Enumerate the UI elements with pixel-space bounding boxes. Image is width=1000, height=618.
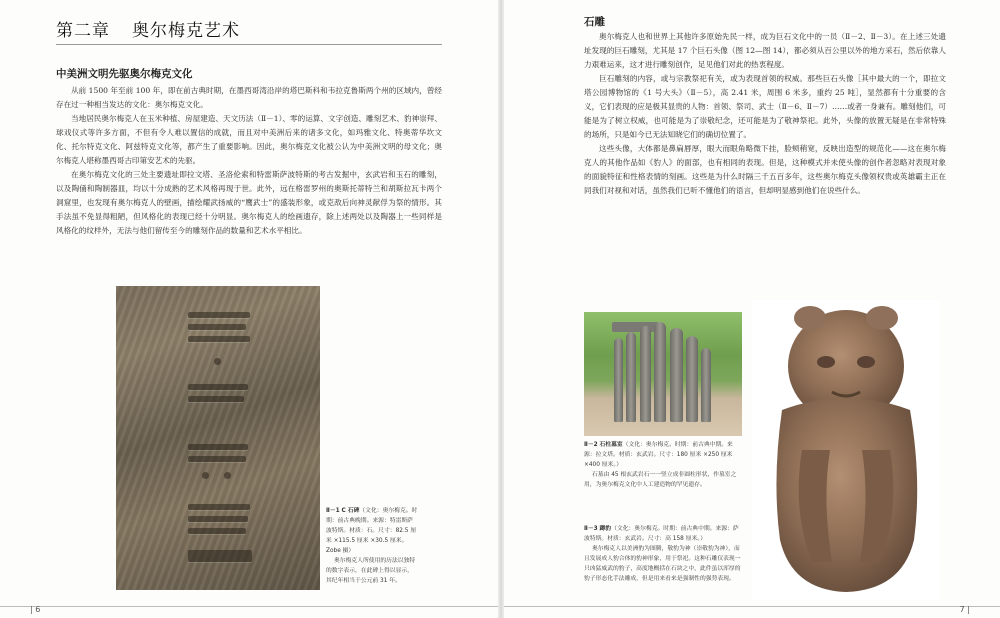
figure-title: C 石碑: [341, 508, 360, 514]
section-heading: 石雕: [584, 16, 605, 28]
page-number: | 6: [30, 605, 41, 614]
chapter-name: 奥尔梅克艺术: [132, 21, 240, 41]
footer-rule: [0, 606, 498, 607]
tomb-photo: [584, 312, 742, 436]
chapter-number: 第二章: [56, 21, 110, 41]
tomb-lintel: [612, 322, 658, 332]
figure-note: 石墓由 45 根玄武岩石一一竖立成非圆柱形状，作墓室之用，为奥尔梅克文化中人工建造物的罕见遗存。: [584, 472, 737, 488]
crouching-jaguar-photo: [752, 300, 940, 600]
paragraph: 奥尔梅克人也和世界上其他许多原始先民一样，成为巨石文化中的一员（Ⅱ－2、Ⅱ－3）。在上述三处遗址发现的巨石雕刻，尤其是 17 个巨石头像（图 12—图 14），都必须从百公里以外的地方采石，然后依靠人力艰难运来，这才进行雕刻创作，足见他们对此的热衷程度。: [584, 32, 946, 69]
figure1-caption: [326, 506, 418, 586]
left-body-text: [56, 84, 442, 238]
page-number: 7 |: [959, 605, 970, 614]
figure-id: Ⅱ－2: [584, 442, 598, 448]
figure-meta: （文化：奥尔梅克。时期：前古典晚期。来源：特雷斯萨波特斯。材质：石。尺寸：82.5 厘米 ×115.5 厘米 ×30.5 厘米。Zobe 摄）: [326, 508, 418, 554]
figure-note: 奥尔梅克人所使用的历法以独特的数字表示，在此碑上得以显示，其纪年相当于公元前 31 年。: [326, 558, 416, 584]
figure-title: 石柱墓室: [599, 442, 623, 448]
figure-id: Ⅱ－3: [584, 526, 598, 532]
paragraph: 在奥尔梅克文化的三处主要遗址即拉文塔、圣洛伦索和特雷斯萨波特斯的考古发掘中，玄武岩和玉石的雕刻，以及陶俑和陶制器皿，均以十分成熟的艺术风格再现于世。此外，远在格雷罗州的奥斯托蒂特兰和胡斯拉瓦卡两个洞窟里，也发现有奥尔梅克人的壁画，描绘耀武扬威的“鹰武士”的盛装形象，或克敌后向神灵献俘为祭的情形。其手法虽不免显得粗陋，但风格化的表现已经十分明显。奥尔梅克人的绘画遗存，除上述两处以及陶器上一些同样是风格化的纹样外，无法与他们留传至今的雕刻作品的数量和艺术水平相比。: [56, 170, 442, 235]
paragraph: 当地居民奥尔梅克人在玉米种植、房屋建造、天文历法（Ⅱ－1）、零的运算、文字创造、雕刻艺术、豹神崇拜、球戏仪式等许多方面，不但有令人难以置信的成就，而且对中美洲后来的诸多文化，如玛雅文化、特奥蒂华坎文化、托尔特克文化、阿兹特克文化等，都产生了重要影响。因此，奥尔梅克文化被公认为中美洲文明的母文化；奥尔梅克人堪称墨西哥古印第安艺术的先驱。: [56, 114, 442, 165]
chapter-title: [56, 16, 240, 41]
figure-meta: （文化：奥尔梅克。时期：前古典中期。来源：萨波特斯。材质：玄武岩。尺寸：高 158 厘米。）: [584, 526, 739, 542]
section-heading: 中美洲文明先驱奥尔梅克文化: [56, 68, 193, 80]
figure-title: 蹲豹: [599, 526, 612, 532]
figure3-caption: [584, 524, 742, 584]
figure-meta: （文化：奥尔梅克。时期：前古典中期。来源：拉文塔。材质：玄武岩。尺寸：180 厘米 ×250 厘米 ×400 厘米。）: [584, 442, 733, 468]
stela-photo: [116, 286, 320, 590]
figure-id: Ⅱ－1: [326, 508, 340, 514]
book-gutter: [498, 0, 504, 618]
footer-rule: [504, 606, 1000, 607]
figure2-caption: [584, 440, 742, 490]
paragraph: 从前 1500 年至前 100 年，即在前古典时期，在墨西哥湾沿岸的塔巴斯科和韦拉克鲁斯两个州的区域内，曾经存在过一种相当发达的文化：奥尔梅克文化。: [56, 86, 442, 109]
chapter-rule: [56, 44, 442, 45]
calendar-glyphs: [188, 294, 258, 564]
paragraph: 这些头像，大体都是鼻扁唇厚，眼大而眼角略微下挂，脸颊稍宽，反映出造型的规范化——这在奥尔梅克人的其他作品如《豹人》的面部，也有相同的表现。但是，这种模式并未使头像的创作者忽略对表现对象的面貌特征和性格表情的刻画。这些是为什么时隔三千五百多年，这些奥尔梅克头像领权贵或英雄霸主正在同我们对视和对话，虽然我们已听不懂他们的语言，但却明显感到他们在说些什么。: [584, 144, 946, 195]
figure-note: 奥尔梅克人以美洲豹为图腾，敬豹为神（崇敬豹为神），而且发展成人豹合体的豹神形象，用于祭祀。这种石雕仅表现一只凶猛威武的豹子，高度地概括在石块之中，此件虽以浑厚的豹子形态化手法雕成，但是用来看来是强制性的强势表现。: [584, 546, 741, 582]
right-body-text: [584, 30, 946, 198]
paragraph: 巨石雕刻的内容，或与宗教祭祀有关，或为表现首领的权威。那些巨石头像［其中最大的一个，即拉文塔公园博物馆的《1 号大头》（Ⅱ－5），高 2.41 米，周围 6 米多，重约 25 吨］，显然都有十分重要的含义，它们表现的应是极其显贵的人物：首领、祭司、武士（Ⅱ－6、Ⅱ－7）……或者一身兼有。雕刻他们，可能是为了树立权威，也可能是为了崇敬纪念，还可能是为了敬神祭祀。此外，头像的放置无疑是在非常特殊的场所，只是如今已无法知晓它们的确切位置了。: [584, 74, 946, 139]
jaguar-sculpture: [752, 300, 940, 600]
